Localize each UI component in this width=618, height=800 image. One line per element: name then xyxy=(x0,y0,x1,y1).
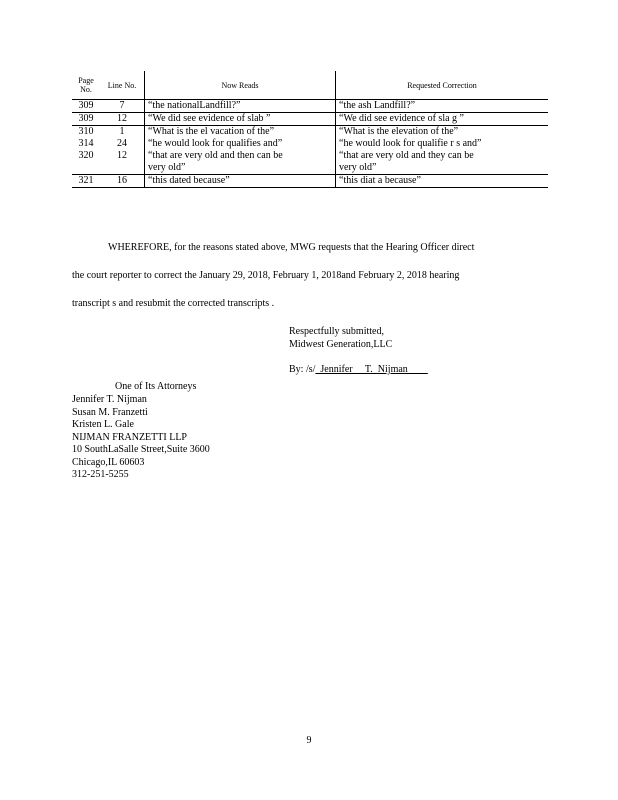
header-page-no: Page No. xyxy=(72,71,100,100)
table-row xyxy=(72,175,548,188)
table-row xyxy=(72,150,548,175)
attorney-list xyxy=(72,394,210,482)
cell-now-reads: “the nationalLandfill?” xyxy=(145,100,336,113)
cell-line: 12 xyxy=(100,150,145,175)
cell-now-reads: “What is the el vacation of the” xyxy=(145,126,336,139)
cell-page: 321 xyxy=(72,175,100,188)
city-line: Chicago,IL 60603 xyxy=(72,456,145,468)
table-row xyxy=(72,100,548,113)
cell-requested xyxy=(336,150,549,175)
cell-line: 16 xyxy=(100,175,145,188)
body-paragraph-line-1: WHEREFORE, for the reasons stated above, MWG requests that the Hearing Officer direct xyxy=(108,242,475,253)
table-row xyxy=(72,126,548,139)
cell-req-line-1: “that are very old and they can be xyxy=(339,150,474,161)
cell-requested: “the ash Landfill?” xyxy=(336,100,549,113)
header-line-no: Line No. xyxy=(100,71,145,100)
cell-now-reads: “We did see evidence of slab ” xyxy=(145,113,336,126)
cell-line: 12 xyxy=(100,113,145,126)
header-now-reads: Now Reads xyxy=(145,71,336,100)
header-requested-correction: Requested Correction xyxy=(336,71,549,100)
company-name: Midwest Generation,LLC xyxy=(289,338,393,350)
cell-now-reads: “this dated because” xyxy=(145,175,336,188)
table-row xyxy=(72,113,548,126)
cell-now-reads: “he would look for qualifies and” xyxy=(145,138,336,150)
cell-page: 309 xyxy=(72,100,100,113)
cell-line: 7 xyxy=(100,100,145,113)
address-line: 10 SouthLaSalle Street,Suite 3600 xyxy=(72,444,210,455)
cell-page: 310 xyxy=(78,126,94,137)
attorney-line: Susan M. Franzetti xyxy=(72,406,148,418)
cell-requested: “he would look for qualifie r s and” xyxy=(336,138,549,150)
signature-line xyxy=(289,364,428,377)
cell-page: 314 xyxy=(78,138,94,149)
cell-line: 24 xyxy=(117,138,127,149)
cell-now-line-2: very old” xyxy=(148,162,186,173)
page-number: 9 xyxy=(306,735,312,746)
signature-prefix: By: /s/ xyxy=(289,364,316,375)
table-header-row xyxy=(72,71,548,100)
cell-req-line-2: very old” xyxy=(339,162,377,173)
attorneys-heading: One of Its Attorneys xyxy=(115,381,197,392)
attorney-line: Jennifer T. Nijman xyxy=(72,394,147,405)
signature-block xyxy=(289,326,428,377)
cell-requested: “What is the elevation of the” xyxy=(336,126,549,139)
table-row xyxy=(72,138,548,150)
corrections-table xyxy=(72,71,548,188)
firm-name: NIJMAN FRANZETTI LLP xyxy=(72,431,187,443)
body-paragraph-line-2: the court reporter to correct the January 29, 2018, February 1, 2018and February 2, 2018 hearing xyxy=(72,270,460,281)
cell-page: 309 xyxy=(72,113,100,126)
attorney-line: Kristen L. Gale xyxy=(72,419,134,430)
cell-line: 1 xyxy=(119,126,125,137)
cell-now-line-1: “that are very old and then can be xyxy=(148,150,283,161)
cell-requested: “We did see evidence of sla g ” xyxy=(336,113,549,126)
signature-name: Jennifer T. Nijman xyxy=(315,364,428,375)
closing: Respectfully submitted, xyxy=(289,326,384,337)
phone-line: 312-251-5255 xyxy=(72,469,129,480)
cell-requested: “this diat a because” xyxy=(336,175,549,188)
cell-now-reads xyxy=(145,150,336,175)
cell-page: 320 xyxy=(72,150,100,175)
body-paragraph-line-3: transcript s and resubmit the corrected transcripts . xyxy=(72,298,275,309)
